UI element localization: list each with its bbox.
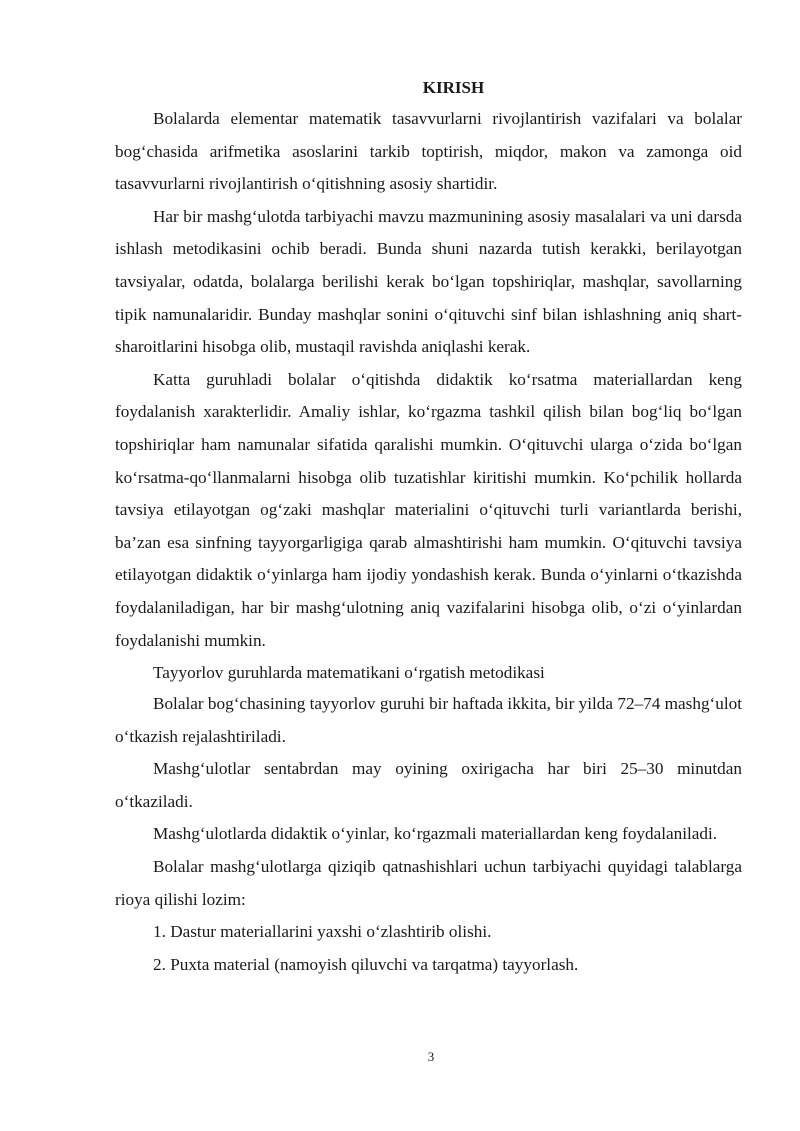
paragraph-didactic-games: Mashg‘ulotlarda didaktik o‘yinlar, ko‘rgazmali materiallardan keng foydalaniladi. (153, 824, 718, 844)
paragraph-lesson-count: Bolalar bog‘chasining tayyorlov guruhi bir haftada ikkita, bir yilda 72–74 mashg‘ulot o‘tkazish rejalashtiriladi. (115, 694, 742, 746)
paragraph-lesson-duration: Mashg‘ulotlar sentabrdan may oyining oxirigacha har biri 25–30 minutdan o‘tkaziladi. (115, 759, 742, 811)
paragraph-lesson-method: Har bir mashg‘ulotda tarbiyachi mavzu mazmunining asosiy masalalari va uni darsda ishlash metodikasini ochib beradi. Bunda shuni nazarda tutish kerakki, berilayotgan tavsiyalar, odatda, bolalarga berilishi kerak bo‘lgan topshiriqlar, mashqlar, savollarning tipik namunalaridir. Bunday mashqlar sonini o‘qituvchi sinf bilan ishlashning aniq shart-sharoitlarini hisobga olib, mustaqil ravishda aniqlashi kerak. (115, 206, 742, 357)
list-item: 1. Dastur materiallarini yaxshi o‘zlashtirib olishi. (153, 922, 492, 942)
paragraph-requirements: Bolalar mashg‘ulotlarga qiziqib qatnashishlari uchun tarbiyachi quyidagi talablarga rioya qilishi lozim: (115, 857, 742, 909)
list-item: 2. Puxta material (namoyish qiluvchi va tarqatma) tayyorlash. (153, 954, 579, 974)
paragraph-section-heading: Tayyorlov guruhlarda matematikani o‘rgatish metodikasi (153, 663, 545, 683)
paragraph-senior-group: Katta guruhladi bolalar o‘qitishda didaktik ko‘rsatma materiallardan keng foydalanish xarakterlidir. Amaliy ishlar, ko‘rgazma tashkil qilish bilan bog‘liq bo‘lgan topshiriqlar ham namunalar sifatida qaralishi mumkin. O‘qituvchi ularga o‘zida bo‘lgan ko‘rsatma-qo‘llanmalarni hisobga olib tuzatishlar kiritishi mumkin. Ko‘pchilik hollarda tavsiya etilayotgan og‘zaki mashqlar materialini o‘qituvchi turli variantlarda berishi, ba’zan esa sinfning tayyorgarligiga qarab almashtirishi ham mumkin. O‘qituvchi tavsiya etilayotgan didaktik o‘yinlarga ham ijodiy yondashish kerak. Bunda o‘yinlarni o‘tkazishda foydalaniladigan, har bir mashg‘ulotning aniq vazifalarini hisobga olib, o‘zi o‘yinlardan foydalanishi mumkin. (115, 369, 742, 650)
paragraph-intro: Bolalarda elementar matematik tasavvurlarni rivojlantirish vazifalari va bolalar bog‘chasida arifmetika asoslarini tarkib toptirish, miqdor, makon va zamonga oid tasavvurlarni rivojlantirish o‘qitishning asosiy shartidir. (115, 109, 742, 194)
page-title: KIRISH (422, 78, 485, 97)
document-page (115, 74, 742, 981)
page-number: 3 (427, 1049, 435, 1064)
